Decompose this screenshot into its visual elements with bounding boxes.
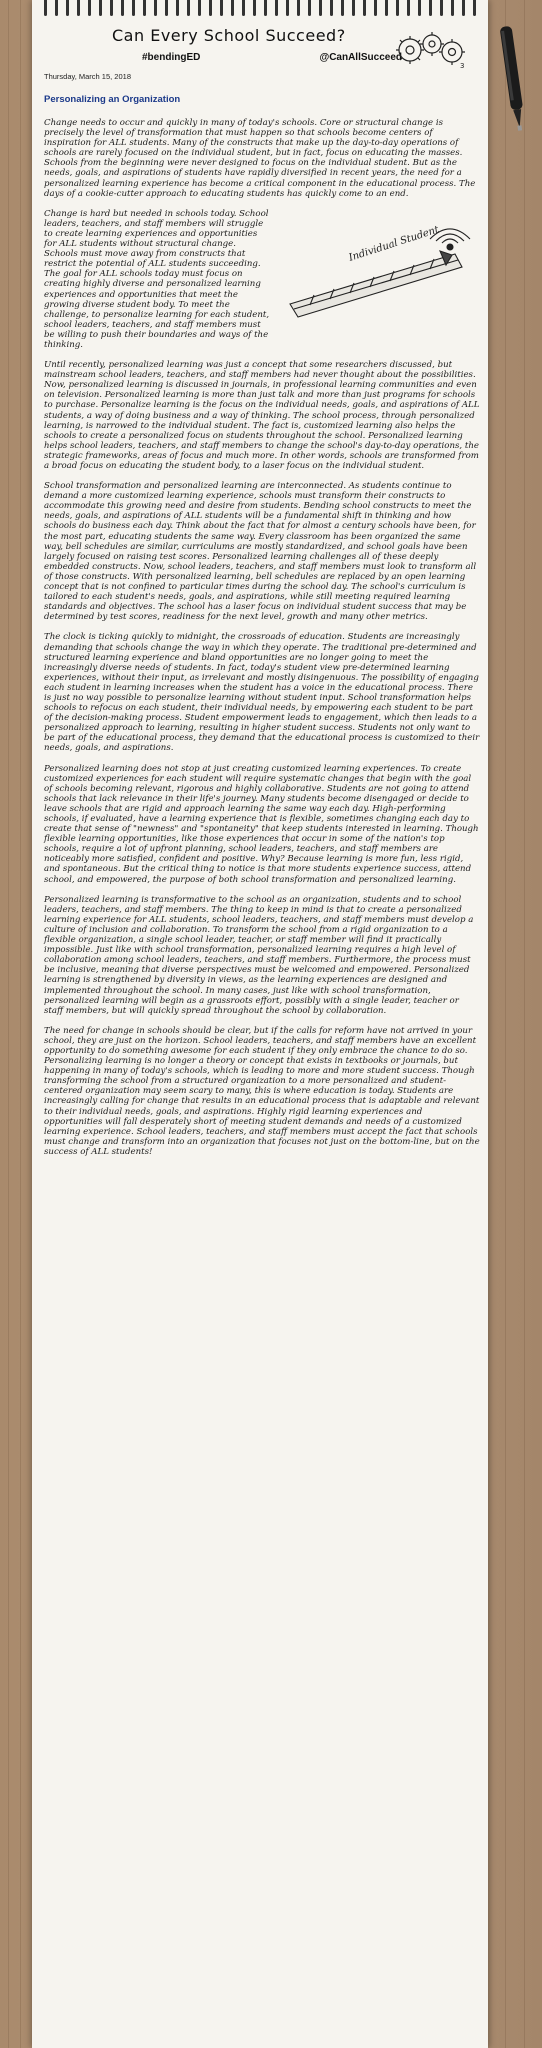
paragraph-1: Change needs to occur and quickly in many of today's schools. Core or structural change is precisely the level of transformation that must happen so that schools become centers of inspiration for ALL students. Many of the constructs that make up the day-to-day operations of schools are rarely focused on the individual student, but in fact, focus on educating the masses. Schools from the beginning were never designed to focus on the individual student. But as the needs, goals, and aspirations of students have rapidly diversified in recent years, the need for a personalized learning experience has become a critical component in the educational process. The days of a cookie-cutter approach to educating students has quickly come to an end. [44, 118, 476, 199]
post-heading[interactable]: Personalizing an Organization [44, 94, 181, 105]
wood-grain [524, 0, 525, 2048]
paragraph-4: School transformation and personalized learning are interconnected. As students continue to demand a more customized learning experience, schools must transform their constructs to accommodate this growing need and desire from students. Bending school constructs to meet the needs, goals, and aspirations of ALL students will be a fundamental shift in thinking and how schools do business each day. Think about the fact that for almost a century schools have been, for the most part, educating students the same way. Every classroom has been organized the same way, bell schedules are similar, curriculums are mostly standardized, and school goals have been largely focused on raising test scores. Personalized learning challenges all of these deeply embedded constructs. Now, school leaders, teachers, and staff members must look to transform all of those constructs. With personalized learning, bell schedules are replaced by an open learning concept that is not confined to particular times during the school day. The school's curriculum is tailored to each student's needs, goals, and aspirations, while still meeting required learning standards and objectives. The school has a laser focus on individual student success that may be determined by test scores, readiness for the next level, growth and many other metrics. [44, 481, 477, 623]
paragraph-2-text: Change is hard but needed in schools today. School leaders, teachers, and staff members will struggle to create learning experiences and opportunities for ALL students without structural change. Schools must move away from constructs that restrict the potential of ALL students succeeding. The goal for ALL schools today must focus on creating highly diverse and personalized learning experiences and opportunities that meet the growing diverse student body. To meet the challenge, to personalize learning for each student, school leaders, teachers, and staff members must be willing to push their boundaries and ways of the thinking. [44, 208, 270, 350]
paragraph-2 [44, 209, 480, 350]
paragraph-5: The clock is ticking quickly to midnight, the crossroads of education. Students are increasingly demanding that schools change the way in which they operate. The traditional pre-determined and structured learning experience and bland opportunities are no longer going to meet the increasingly diverse needs of students. In fact, today's student view pre-determined learning experiences, without their input, as irrelevant and mostly disingenuous. The possibility of engaging each student in learning increases when the student has a voice in the educational process. There is just no way possible to personalize learning without student input. School transformation helps schools to refocus on each student, their individual needs, by empowering each student to be part of the decision-making process. Student empowerment leads to engagement, which then leads to a personalized approach to learning, resulting in higher student success. Students not only want to be part of the educational process, they demand that the educational process is customized to their needs, goals, and aspirations. [44, 632, 480, 754]
paragraph-8: The need for change in schools should be clear, but if the calls for reform have not arrived in your school, they are just on the horizon. School leaders, teachers, and staff members have an excellent opportunity to do something awesome for each student if they only embrace the chance to do so. Personalizing learning is no longer a theory or concept that exists in textbooks or journals, but happening in many of today's schools, which is leading to more and more student success. Though transforming the school from a structured organization to a more personalized and student-centered organization may seem scary to many, this is where education is today. Students are increasingly calling for change that results in an educational process that is adaptable and relevant to their individual needs, goals, and aspirations. Highly rigid learning experiences and opportunities will fall desperately short of meeting student demands and needs of a customized learning experience. School leaders, teachers, and staff members must accept the fact that schools must change and transform into an organization that focuses not just on the bottom-line, but on the success of ALL students! [44, 1025, 480, 1157]
gear-mark: 3 [460, 62, 465, 70]
pen-icon [498, 20, 528, 140]
paragraph-6: Personalized learning does not stop at just creating customized learning experiences. To create customized experiences for each student will require systematic changes that begin with the goal of schools becoming relevant, rigorous and highly collaborative. Students are not going to attend schools that lack relevance in their life's journey. Many students become disengaged or decide to leave schools that are rigid and approach learning the same way each day. High-performing schools, if evaluated, have a learning experience that is flexible, sometimes changing each day to create that sense of "newness" and "spontaneity" that keep students interested in learning. Though flexible learning opportunities, like those experiences that occur in some of the nation's top schools, require a lot of upfront planning, school leaders, teachers, and staff members are noticeably more satisfied, confident and positive. Why? Because learning is more fun, less rigid, and spontaneous. But the critical thing to notice is that more students experience success, attend school, and empowered, the purpose of both school transformation and personalized learning. [44, 763, 479, 885]
hashtag-bendinged[interactable]: #bendingED [142, 52, 201, 63]
individual-student-illustration [280, 209, 480, 329]
post-body [44, 118, 480, 1167]
hashtags [142, 52, 402, 63]
wood-grain [8, 0, 9, 2048]
notebook-page [32, 0, 488, 2048]
wood-grain [505, 0, 506, 2048]
handle-canallsucceed[interactable]: @CanAllSucceed [319, 52, 402, 63]
post-date: Thursday, March 15, 2018 [44, 72, 131, 81]
paragraph-3: Until recently, personalized learning was just a concept that some researchers discussed, but mainstream school leaders, teachers, and staff members had never thought about the possibilities. Now, personalized learning is discussed in journals, in professional learning communities and even on television. Personalized learning is more than just talk and more than just programs for schools to purchase. Personalize learning is the focus on the individual needs, goals, and aspirations of ALL students, a way of doing business and a way of thinking. The school process, through personalized learning, is narrowed to the individual student. The fact is, customized learning also helps the schools to create a personalized focus on students throughout the school. Personalized learning helps school leaders, teachers, and staff members to change the school's day-to-day operations, the strategic frameworks, areas of focus and much more. In other words, schools are transformed from a broad focus on educating the student body, to a laser focus on the individual student. [44, 360, 480, 471]
paragraph-7: Personalized learning is transformative to the school as an organization, students and to school leaders, teachers, and staff members. The thing to keep in mind is that to create a personalized learning experience for ALL students, school leaders, teachers, and staff members must develop a culture of inclusion and collaboration. To transform the school from a rigid organization to a flexible organization, a single school leader, teacher, or staff member will find it practically impossible. Just like with school transformation, personalized learning requires a high level of collaboration among school leaders, teachers, and staff members. Furthermore, the process must be inclusive, meaning that diverse perspectives must be welcomed and empowered. Personalized learning is strengthened by diversity in views, as the learning experiences are designed and implemented throughout the school. In many cases, just like with school transformation, personalized learning will begin as a grassroots effort, possibly with a single leader, teacher or staff members, but will quickly spread throughout the school by collaboration. [44, 894, 474, 1016]
blog-title: Can Every School Succeed? [112, 26, 346, 45]
spiral-binding [44, 0, 476, 20]
wood-grain [20, 0, 21, 2048]
illustration-label: Individual Student [347, 224, 441, 264]
gears-logo-icon [390, 28, 470, 70]
